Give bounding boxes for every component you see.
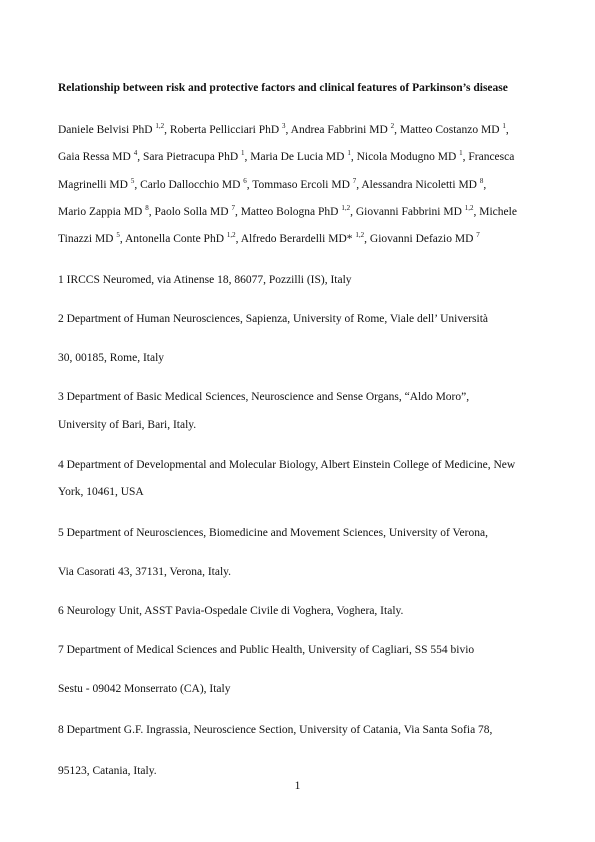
affiliation-line: 2 Department of Human Neurosciences, Sapienza, University of Rome, Viale dell’ Università xyxy=(58,313,489,325)
affiliation-line: 7 Department of Medical Sciences and Public Health, University of Cagliari, SS 554 bivio xyxy=(58,644,475,656)
affiliation-line: Via Casorati 43, 37131, Verona, Italy. xyxy=(58,566,232,578)
affiliation-line: York, 10461, USA xyxy=(58,486,144,498)
affiliation-line: 5 Department of Neurosciences, Biomedicine and Movement Sciences, University of Verona, xyxy=(58,527,488,539)
author-line: Daniele Belvisi PhD $^{1,2}$, Roberta Pellicciari PhD $^3$, Andrea Fabbrini MD $^2$, Matteo Costanzo MD $^1$, xyxy=(58,122,509,136)
paper-title: Relationship between risk and protective factors and clinical features of Parkinson’s disease xyxy=(58,82,508,94)
author-line: Magrinelli MD $^5$, Carlo Dallocchio MD $^6$, Tommaso Ercoli MD $^7$, Alessandra Nicoletti MD $^8$, xyxy=(58,177,487,191)
author-line: Mario Zappia MD $^8$, Paolo Solla MD $^7$, Matteo Bologna PhD $^{1,2}$, Giovanni Fabbrini MD $^{1,2}$, Michele xyxy=(58,204,517,218)
affiliation-line: Sestu - 09042 Monserrato (CA), Italy xyxy=(58,683,231,695)
affiliation-line: 30, 00185, Rome, Italy xyxy=(58,352,165,364)
affiliation-line: University of Bari, Bari, Italy. xyxy=(58,419,197,431)
affiliation-line: 4 Department of Developmental and Molecular Biology, Albert Einstein College of Medicine, New xyxy=(58,459,516,471)
affiliation-line: 95123, Catania, Italy. xyxy=(58,765,157,777)
author-line: Gaia Ressa MD $^4$, Sara Pietracupa PhD $^1$, Maria De Lucia MD $^1$, Nicola Modugno MD $^1$, Francesca xyxy=(58,149,515,163)
affiliation-line: 6 Neurology Unit, ASST Pavia-Ospedale Civile di Voghera, Voghera, Italy. xyxy=(58,605,404,617)
affiliation-line: 8 Department G.F. Ingrassia, Neuroscience Section, University of Catania, Via Santa Sofia 78, xyxy=(58,724,493,736)
page-number: 1 xyxy=(294,780,301,792)
affiliation-line: 1 IRCCS Neuromed, via Atinense 18, 86077, Pozzilli (IS), Italy xyxy=(58,274,352,286)
author-line: Tinazzi MD $^5$, Antonella Conte PhD $^{1,2}$, Alfredo Berardelli MD* $^{1,2}$, Giovanni Defazio MD $^7$ xyxy=(58,231,480,245)
affiliation-line: 3 Department of Basic Medical Sciences, Neuroscience and Sense Organs, “Aldo Moro”, xyxy=(58,391,470,403)
